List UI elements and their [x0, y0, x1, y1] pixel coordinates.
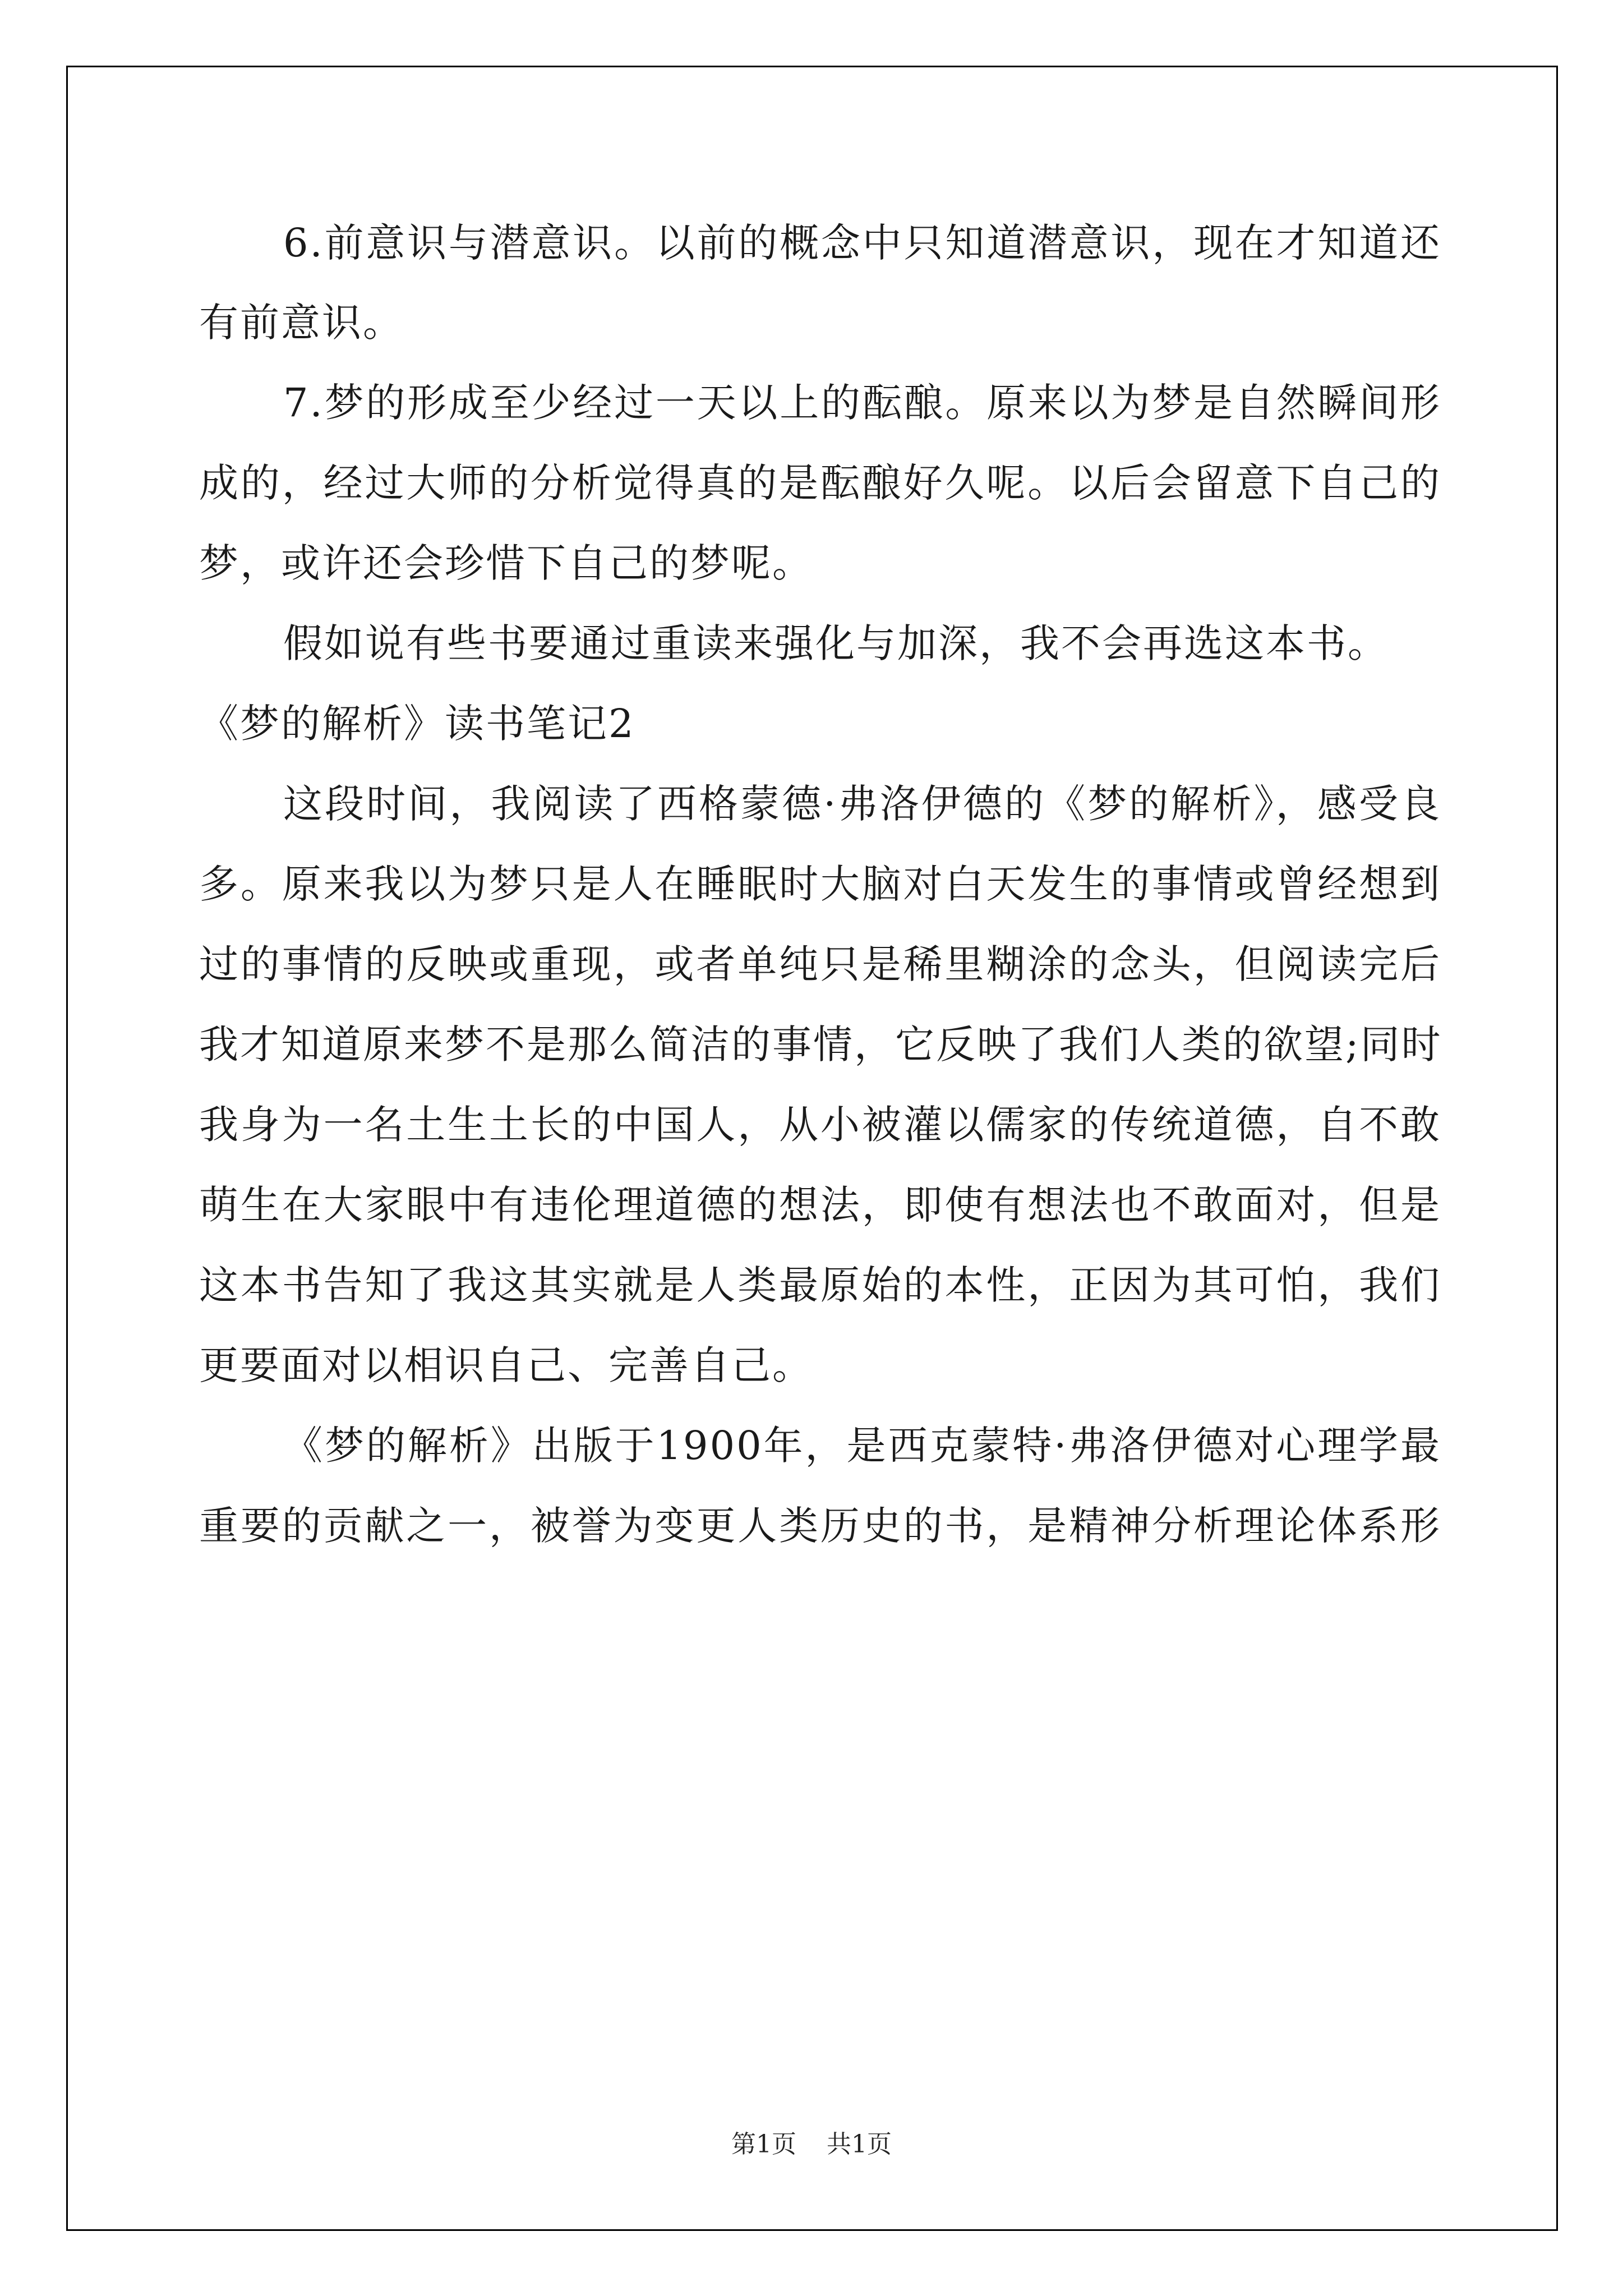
page-footer — [0, 2129, 1623, 2160]
section-paragraph-2-line-2: 重要的贡献之一，被誉为变更人类历史的书，是精神分析理论体系形 — [199, 1503, 1441, 1549]
section-paragraph-1-line-1: 这段时间，我阅读了西格蒙德·弗洛伊德的《梦的解析》，感受良 — [283, 781, 1441, 827]
section-paragraph-1-line-6: 萌生在大家眼中有违伦理道德的想法，即使有想法也不敢面对，但是 — [199, 1182, 1441, 1228]
paragraph-2-line-1: 7.梦的形成至少经过一天以上的酝酿。原来以为梦是自然瞬间形 — [283, 380, 1441, 426]
page-number: 第1页 — [731, 2130, 796, 2159]
paragraph-2-line-2: 成的，经过大师的分析觉得真的是酝酿好久呢。以后会留意下自己的 — [199, 460, 1441, 506]
section-paragraph-1-line-5: 我身为一名土生土长的中国人，从小被灌以儒家的传统道德，自不敢 — [199, 1102, 1441, 1148]
section-paragraph-1-line-4: 我才知道原来梦不是那么简洁的事情，它反映了我们人类的欲望;同时 — [199, 1022, 1442, 1068]
paragraph-1-line-1: 6.前意识与潜意识。以前的概念中只知道潜意识，现在才知道还 — [283, 220, 1441, 266]
page-total: 共1页 — [827, 2130, 892, 2159]
section-paragraph-1-line-8: 更要面对以相识自己、完善自己。 — [199, 1342, 813, 1388]
paragraph-3-line-1: 假如说有些书要通过重读来强化与加深，我不会再选这本书。 — [283, 620, 1389, 666]
paragraph-1-line-2: 有前意识。 — [199, 300, 404, 346]
section-paragraph-2-line-1: 《梦的解析》出版于1900年，是西克蒙特·弗洛伊德对心理学最 — [283, 1423, 1441, 1469]
section-paragraph-1-line-7: 这本书告知了我这其实就是人类最原始的本性，正因为其可怕，我们 — [199, 1262, 1441, 1308]
section-paragraph-1-line-2: 多。原来我以为梦只是人在睡眠时大脑对白天发生的事情或曾经想到 — [199, 861, 1441, 907]
section-paragraph-1-line-3: 过的事情的反映或重现，或者单纯只是稀里糊涂的念头，但阅读完后 — [199, 941, 1441, 987]
section-title: 《梦的解析》读书笔记2 — [199, 701, 635, 747]
paragraph-2-line-3: 梦，或许还会珍惜下自己的梦呢。 — [199, 540, 813, 586]
